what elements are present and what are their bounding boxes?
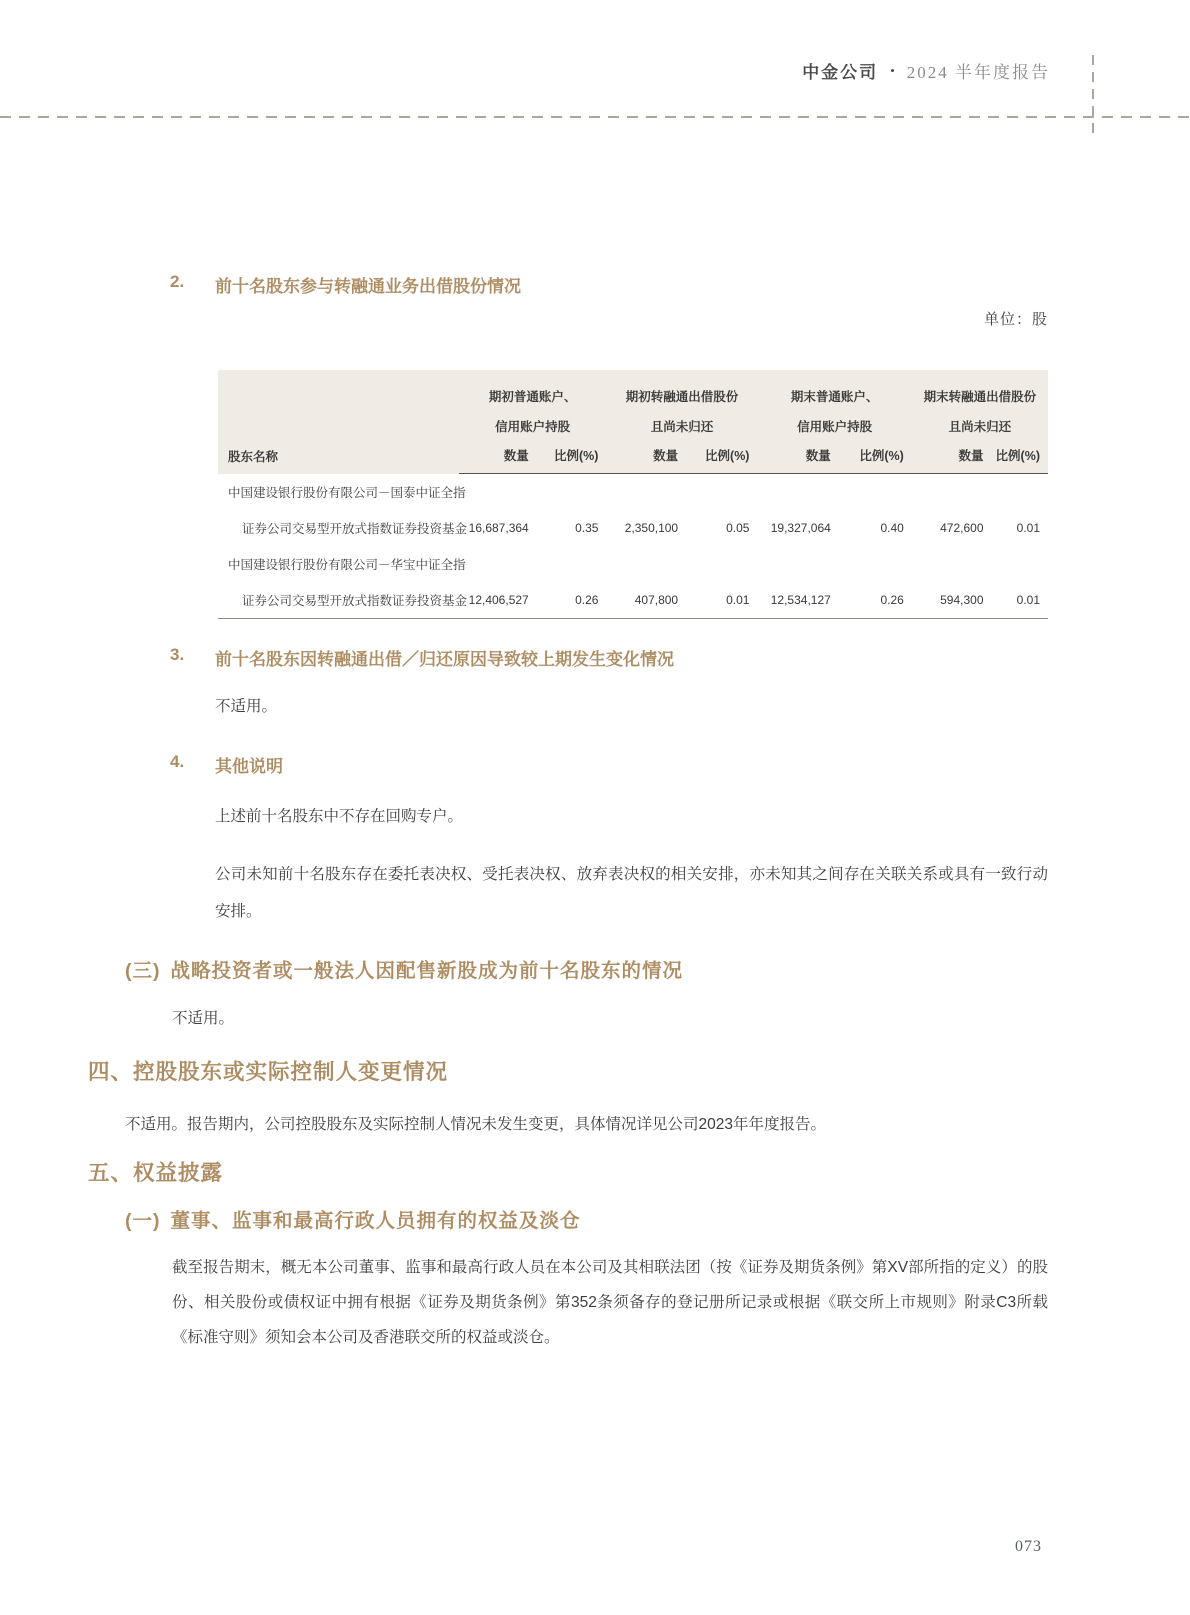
cell-value: 472,600 — [940, 521, 984, 535]
section-4-number: 4. — [170, 752, 185, 771]
cell-value: 12,534,127 — [757, 582, 838, 619]
col-group-2-line2: 且尚未归还 — [650, 420, 714, 434]
col-group-1-line2: 信用账户持股 — [495, 420, 571, 434]
cell-value: 0.01 — [1016, 521, 1040, 535]
cell-value: 0.01 — [992, 582, 1048, 619]
shareholder-name-line2: 证券公司交易型开放式指数证券投资基金 — [218, 582, 459, 619]
col-header-pct-2: 比例(%) — [686, 442, 757, 474]
table-row — [218, 582, 1048, 619]
section-2-heading — [170, 272, 521, 297]
col-header-qty-4: 数量 — [912, 442, 992, 474]
section-2-title: 前十名股东参与转融通业务出借股份情况 — [215, 277, 521, 296]
chapter-5-sub1-number: (一) — [125, 1210, 161, 1232]
chapter-5-number: 五、 — [88, 1161, 134, 1185]
col-group-4 — [912, 370, 1048, 442]
chapter-5-sub1-body: 截至报告期末，概无本公司董事、监事和最高行政人员在本公司及其相联法团（按《证券及期货条例》第XV部所指的定义）的股份、相关股份或债权证中拥有根据《证券及期货条例》第352条须备存的登记册所记录或根据《联交所上市规则》附录C3所载《标准守则》须知会本公司及香港联交所的权益或淡仓。 — [172, 1259, 1048, 1346]
col-header-pct-1: 比例(%) — [537, 442, 607, 474]
section-4-title: 其他说明 — [215, 757, 283, 776]
unit-label: 单位：股 — [983, 311, 1048, 328]
chapter-5-sub1-title: 董事、监事和最高行政人员拥有的权益及淡仓 — [170, 1210, 581, 1232]
cell-value: 16,687,364 — [468, 521, 529, 535]
section-4-heading — [170, 752, 283, 777]
col-group-4-line1: 期末转融通出借股份 — [923, 390, 1037, 404]
cell-value: 0.05 — [726, 521, 750, 535]
header-vertical-dashed-line — [1092, 55, 1094, 137]
shareholder-name-line2: 证券公司交易型开放式指数证券投资基金 — [242, 522, 468, 536]
cell-value: 0.40 — [880, 521, 904, 535]
company-name: 中金公司 — [802, 63, 879, 82]
table-row — [218, 474, 1048, 511]
col-header-shareholder-name: 股东名称 — [218, 370, 459, 474]
report-title: 2024 半年度报告 — [906, 63, 1050, 82]
cell-value: 0.35 — [575, 521, 599, 535]
col-group-3-line2: 信用账户持股 — [797, 420, 873, 434]
table-group-header-row — [218, 370, 1048, 442]
section-3-number: 3. — [170, 645, 185, 664]
col-header-pct-4: 比例(%) — [992, 442, 1048, 474]
page-header — [802, 58, 1050, 83]
section-4-para2: 公司未知前十名股东存在委托表决权、受托表决权、放弃表决权的相关安排，亦未知其之间存在关联关系或具有一致行动安排。 — [215, 866, 1048, 920]
section-3-heading — [170, 645, 674, 670]
cell-value: 12,406,527 — [459, 582, 537, 619]
chapter-4-heading — [88, 1055, 448, 1086]
cell-value: 19,327,064 — [770, 521, 831, 535]
chapter-4-body: 不适用。报告期内，公司控股股东及实际控制人情况未发生变更，具体情况详见公司2023年年度报告。 — [125, 1116, 826, 1133]
cell-value: 407,800 — [606, 582, 686, 619]
top-shareholders-lending-table — [218, 370, 1048, 619]
chapter-4-number: 四、 — [88, 1060, 134, 1084]
subsection-three-heading — [125, 955, 683, 983]
chapter-4-title: 控股股东或实际控制人变更情况 — [133, 1060, 449, 1084]
subsection-three-title: 战略投资者或一般法人因配售新股成为前十名股东的情况 — [170, 960, 684, 982]
col-group-2 — [606, 370, 757, 442]
subsection-three-number: (三) — [125, 960, 161, 982]
cell-value: 0.26 — [839, 582, 912, 619]
cell-value: 0.26 — [537, 582, 607, 619]
col-group-3-line1: 期末普通账户、 — [790, 390, 879, 404]
col-header-qty-3: 数量 — [757, 442, 838, 474]
col-group-2-line1: 期初转融通出借股份 — [625, 390, 739, 404]
section-3-title: 前十名股东因转融通出借／归还原因导致较上期发生变化情况 — [215, 650, 674, 669]
header-horizontal-dashed-line — [0, 116, 1190, 118]
subsection-three-body: 不适用。 — [172, 1010, 235, 1027]
col-group-3 — [757, 370, 911, 442]
cell-value: 0.01 — [686, 582, 757, 619]
chapter-5-sub1-heading — [125, 1205, 581, 1233]
col-header-qty-2: 数量 — [606, 442, 686, 474]
section-2-number: 2. — [170, 272, 185, 291]
header-bullet-icon: • — [890, 62, 895, 78]
table-row — [218, 510, 1048, 546]
col-group-4-line2: 且尚未归还 — [948, 420, 1012, 434]
cell-value: 2,350,100 — [624, 521, 679, 535]
col-group-1 — [459, 370, 607, 442]
chapter-5-heading — [88, 1156, 223, 1187]
col-group-1-line1: 期初普通账户、 — [488, 390, 577, 404]
table-row — [218, 546, 1048, 582]
col-header-pct-3: 比例(%) — [839, 442, 912, 474]
page-number: 073 — [1015, 1538, 1042, 1555]
shareholder-name-line1: 中国建设银行股份有限公司－华宝中证全指 — [228, 558, 466, 572]
col-header-qty-1: 数量 — [459, 442, 537, 474]
shareholder-name-line1: 中国建设银行股份有限公司－国泰中证全指 — [228, 485, 466, 500]
section-3-body: 不适用。 — [215, 698, 278, 715]
chapter-5-title: 权益披露 — [133, 1161, 224, 1185]
section-4-para1: 上述前十名股东中不存在回购专户。 — [215, 808, 464, 825]
cell-value: 594,300 — [912, 582, 992, 619]
